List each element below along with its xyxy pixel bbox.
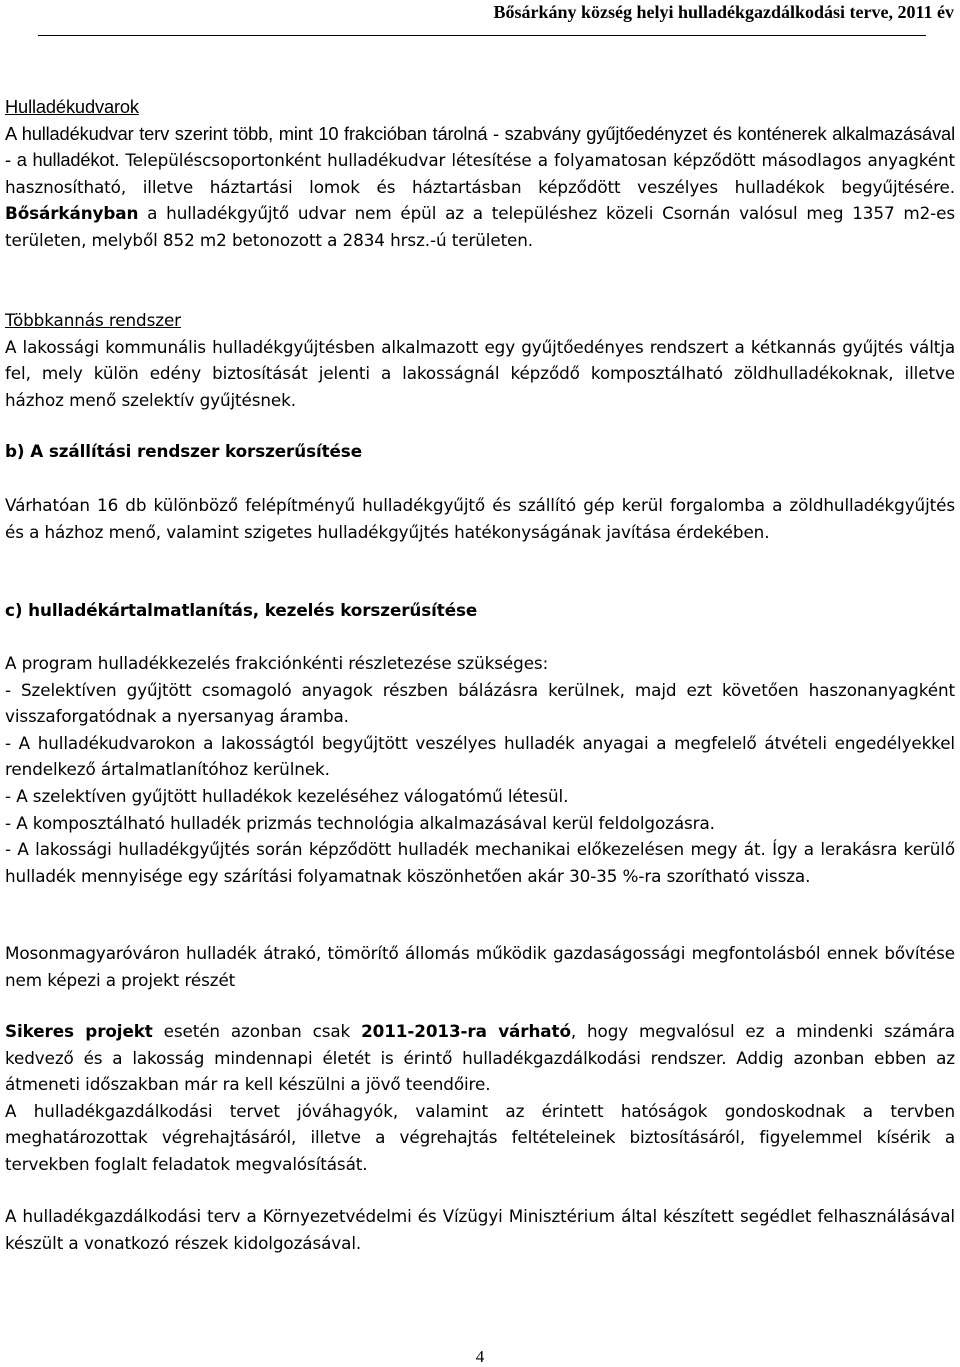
paragraph-tobbkannas: A lakossági kommunális hulladékgyűjtésben alkalmazott egy gyűjtőedényes rendszert a kétkannás gyűjtés váltja fel, mely külön edény biztosítását jelenti a lakosságnál képződő komposztálható zöldhulladékoknak, illetve házhoz menő szelektív gyűjtésnek.	[5, 336, 955, 410]
list-item: - A hulladékudvarokon a lakosságtól begyűjtött veszélyes hulladék anyagai a megfelelő átvételi engedélyekkel rendelkező ártalmatlanítóhoz kerülnek.	[5, 732, 955, 780]
section-tobbkannas	[5, 307, 955, 413]
paragraph-b: Várhatóan 16 db különböző felépítményű hulladékgyűjtő és szállító gép kerül forgalomba a zöldhulladékgyűjtés és a házhoz menő, valamint szigetes hulladékgyűjtés hatékonyságának javítása érdekében.	[5, 495, 955, 542]
paragraph-jovahagyok: A hulladékgazdálkodási tervet jóváhagyók, valamint az érintett hatóságok gondoskodnak a tervben meghatározottak végrehajtásáról, illetve a végrehajtás feltételeinek biztosításáról, figyelemmel kísérik a tervekben foglalt feladatok megvalósítását.	[5, 1100, 955, 1174]
paragraph-mosonmagyarovar: Mosonmagyaróváron hulladék átrakó, tömörítő állomás működik gazdaságossági megfontolásból ennek bővítése nem képezi a projekt részét	[5, 943, 955, 990]
paragraph-closing: A hulladékgazdálkodási terv a Környezetvédelmi és Vízügyi Minisztérium által készített segédlet felhasználásával készült a vonatkozó részek kidolgozásával.	[5, 1206, 955, 1253]
section-sikeres-projekt	[5, 1018, 955, 1178]
bold-bosarkanyban: Bősárkányban	[5, 203, 139, 224]
bold-2011-2013: 2011-2013-ra várható	[361, 1021, 571, 1041]
section-heading-b: b) A szállítási rendszer korszerűsítése	[5, 441, 362, 461]
paragraph-hulladekudvarok: A hulladékudvar terv szerint több, mint 10 frakcióban tárolná - szabvány gyűjtőedényzet és konténerek alkalmazásával - a hulladékot. Településcsoportonként hulladékudvar létesítése a folyamatosan képződött másodlagos anyagként hasznosítható, illetve háztartási lomok és háztartásban képződött veszélyes hulladékok begyűjtésére. Bősárkányban a hulladékgyűjtő udvar nem épül az a településhez közeli Csornán valósul meg 1357 m2-es területen, melyből 852 m2 betonozott a 2834 hrsz.-ú területen.	[5, 122, 956, 250]
list-item: - Szelektíven gyűjtött csomagoló anyagok részben bálázásra kerülnek, majd ezt követően haszonanyagként visszaforgatódnak a nyersanyag áramba.	[5, 679, 955, 727]
paragraph-c-intro: A program hulladékkezelés frakciónkénti részletezése szükséges:	[5, 653, 549, 673]
header-rule	[38, 35, 926, 36]
section-c-body	[5, 650, 955, 889]
paragraph-sikeres-projekt: Sikeres projekt esetén azonban csak 2011-2013-ra várható, hogy megvalósul ez a mindenki számára kedvező és a lakosság mindennapi életét is érintő hulladékgazdálkodási rendszer. Addig azonban ebben az átmeneti időszakban már ra kell készülni a jövő teendőire.	[5, 1021, 955, 1095]
section-hulladekudvarok	[5, 94, 955, 254]
list-item: - A lakossági hulladékgyűjtés során képződött hulladék mechanikai előkezelésen megy át. Így a lerakásra kerülő hulladék mennyisége egy szárítási folyamatnak köszönhetően akár 30-35 %-ra szorítható vissza.	[5, 839, 955, 886]
page-number: 4	[475, 1347, 485, 1366]
bold-sikeres-projekt: Sikeres projekt	[5, 1021, 153, 1041]
list-item: - A szelektíven gyűjtött hulladékok kezeléséhez válogatómű létesül.	[5, 785, 569, 806]
list-item: - A komposztálható hulladék prizmás technológia alkalmazásával kerül feldolgozásra.	[5, 812, 715, 833]
section-heading-tobbkannas: Többkannás rendszer	[5, 310, 181, 330]
section-heading-hulladekudvarok: Hulladékudvarok	[5, 96, 139, 117]
section-heading-c: c) hulladékártalmatlanítás, kezelés korszerűsítése	[5, 600, 478, 620]
page-header-title: Bősárkány község helyi hulladékgazdálkodási terve, 2011 év	[493, 2, 954, 22]
